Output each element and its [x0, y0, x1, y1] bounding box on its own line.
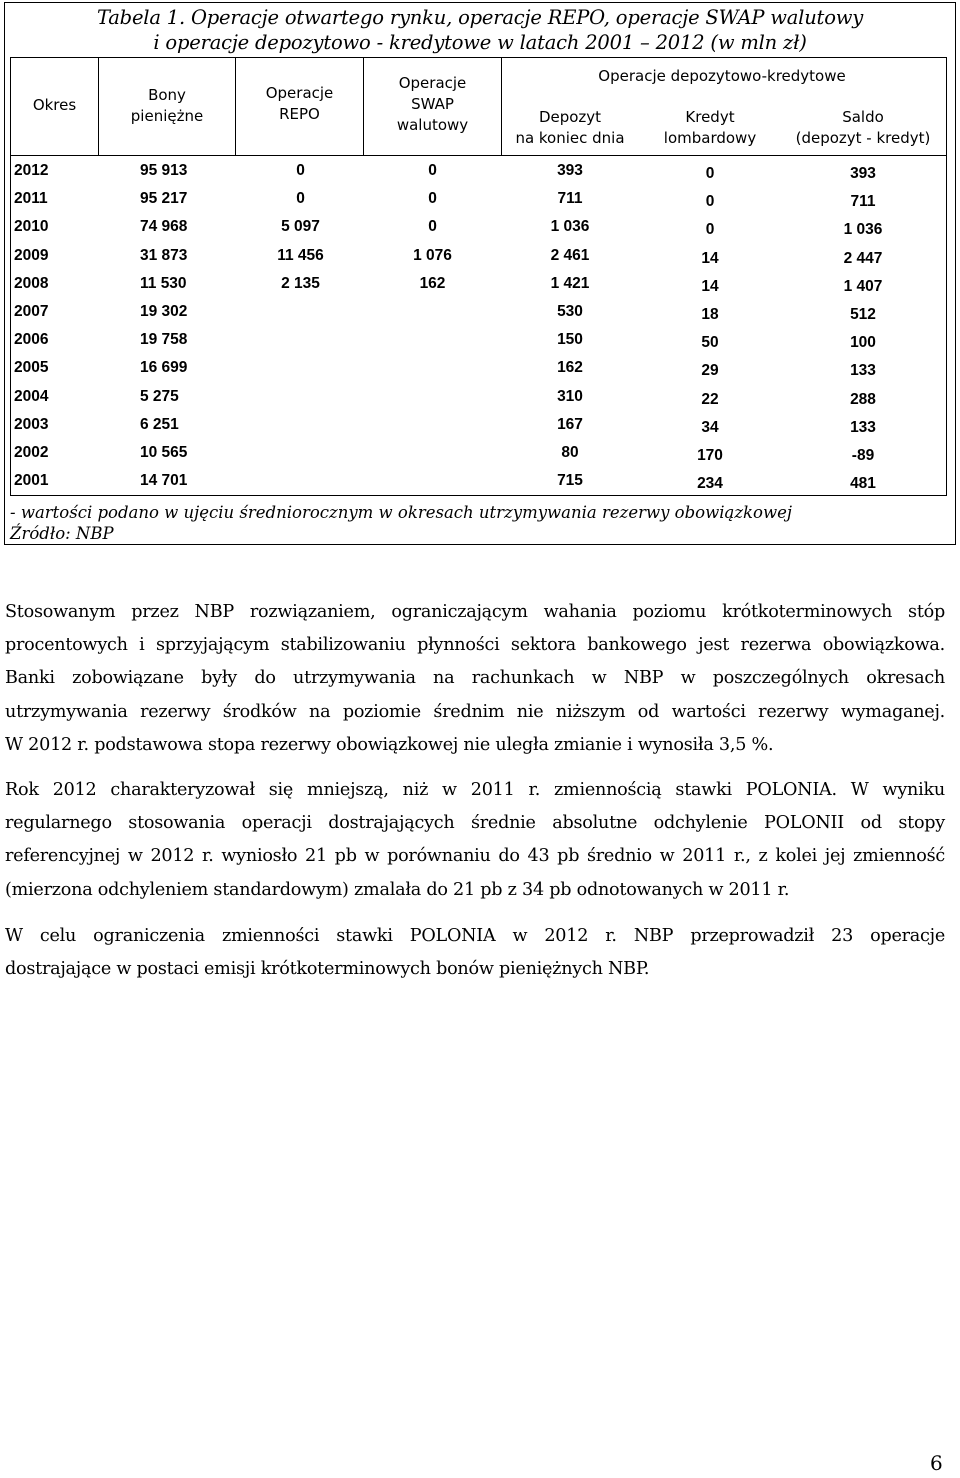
header-depozyt-line-2: na koniec dnia: [515, 129, 625, 147]
cell-okres: 2012: [14, 162, 49, 179]
cell-saldo: 481: [850, 475, 876, 493]
cell-repo: 5 097: [281, 218, 320, 236]
header-swap-line-2: SWAP: [411, 95, 454, 113]
cell-okres: 2005: [14, 359, 49, 377]
cell-saldo: 1 036: [843, 221, 883, 239]
cell-okres: 2010: [14, 218, 49, 236]
cell-kredyt: 22: [701, 390, 719, 408]
cell-bony: 19 758: [140, 331, 188, 349]
cell-bony: 95 217: [140, 190, 188, 208]
page-number: 6: [930, 1451, 943, 1475]
cell-bony: 11 530: [140, 274, 187, 292]
paragraph-3-line: dostrajające w postaci emisji krótkoterminowych bonów pieniężnych NBP.: [5, 959, 650, 980]
header-depozyt-line-1: Depozyt: [538, 108, 602, 126]
paragraph-3-line: W celu ograniczenia zmienności stawki POLONIA w 2012 r. NBP przeprowadził 23 operacje: [5, 926, 945, 946]
cell-depozyt: 530: [557, 303, 583, 320]
cell-bony: 16 699: [140, 359, 188, 377]
cell-depozyt: 310: [557, 387, 583, 405]
cell-saldo: -89: [851, 447, 875, 464]
paragraph-2-line: referencyjnej w 2012 r. wyniosło 21 pb w porównaniu do 43 pb średnio w 2011 r., z kolei jej zmienność: [5, 846, 945, 867]
table-title-line-2: i operacje depozytowo - kredytowe w latach 2001 – 2012 (w mln zł): [153, 31, 807, 54]
cell-depozyt: 2 461: [550, 246, 590, 264]
header-swap: [364, 73, 501, 136]
header-depozyt: [502, 107, 638, 149]
paragraph-2-line: Rok 2012 charakteryzował się mniejszą, niż w 2011 r. zmiennością stawki POLONIA. W wyniku: [5, 780, 945, 800]
cell-depozyt: 150: [557, 331, 583, 349]
cell-saldo: 288: [850, 390, 876, 408]
cell-okres: 2006: [14, 331, 49, 349]
cell-depozyt: 393: [557, 162, 583, 179]
cell-swap: 1 076: [413, 246, 452, 264]
paragraph-1: [5, 596, 945, 762]
cell-saldo: 100: [850, 334, 876, 352]
header-repo: [236, 83, 363, 125]
cell-kredyt: 0: [705, 221, 715, 239]
cell-saldo: 711: [850, 193, 876, 211]
cell-okres: 2009: [14, 246, 49, 264]
cell-bony: 6 251: [140, 415, 179, 433]
cell-kredyt: 0: [705, 165, 715, 182]
paragraph-2-line: (mierzona odchyleniem standardowym) zmalała do 21 pb z 34 pb odnotowanych w 2011 r.: [5, 879, 790, 900]
cell-bony: 10 565: [140, 444, 188, 461]
table-title-line-1: Tabela 1. Operacje otwartego rynku, operacje REPO, operacje SWAP walutowy: [96, 6, 864, 29]
cell-repo: 2 135: [281, 274, 320, 292]
cell-kredyt: 14: [701, 277, 719, 295]
paragraph-1-line: W 2012 r. podstawowa stopa rezerwy obowiązkowej nie uległa zmianie i wynosiła 3,5 %.: [5, 734, 774, 755]
cell-bony: 5 275: [140, 387, 179, 405]
paragraph-1-line: Stosowanym przez NBP rozwiązaniem, ograniczającym wahania poziomu krótkoterminowych stóp: [5, 602, 945, 622]
cell-bony: 19 302: [140, 303, 188, 320]
cell-swap: 0: [428, 218, 437, 236]
cell-kredyt: 0: [705, 193, 715, 211]
header-swap-line-3: walutowy: [396, 116, 469, 134]
cell-okres: 2002: [14, 444, 49, 461]
cell-kredyt: 14: [701, 249, 719, 267]
cell-swap: 162: [419, 274, 446, 292]
header-bony-line-1: Bony: [148, 86, 186, 104]
cell-kredyt: 170: [697, 447, 723, 464]
cell-saldo: 133: [850, 418, 876, 436]
header-bony: [99, 85, 235, 127]
paragraph-1-line: utrzymywania rezerwy środków na poziomie średnim nie niższym od wartości rezerwy wymaganej.: [5, 701, 945, 722]
table-source: Źródło: NBP: [10, 524, 114, 543]
header-repo-line-1: Operacje: [265, 84, 334, 102]
cell-okres: 2007: [14, 303, 49, 320]
header-saldo-line-1: Saldo: [842, 108, 884, 126]
cell-okres: 2001: [14, 472, 49, 490]
cell-depozyt: 167: [557, 415, 583, 433]
cell-saldo: 512: [850, 306, 876, 323]
cell-okres: 2004: [14, 387, 49, 405]
header-saldo: [784, 107, 942, 149]
cell-kredyt: 234: [697, 475, 723, 493]
cell-depozyt: 80: [561, 444, 579, 461]
cell-okres: 2003: [14, 415, 49, 433]
header-kredyt-line-2: lombardowy: [663, 129, 757, 147]
cell-repo: 0: [296, 190, 305, 208]
cell-swap: 0: [428, 162, 437, 179]
cell-repo: 11 456: [277, 246, 324, 264]
header-repo-line-2: REPO: [279, 105, 320, 123]
header-kredyt: [642, 107, 778, 149]
cell-bony: 14 701: [140, 472, 188, 490]
cell-okres: 2011: [14, 190, 48, 208]
header-swap-line-1: Operacje: [398, 74, 467, 92]
cell-okres: 2008: [14, 274, 49, 292]
cell-kredyt: 50: [701, 334, 719, 352]
cell-swap: 0: [428, 190, 437, 208]
cell-bony: 74 968: [140, 218, 188, 236]
cell-repo: 0: [296, 162, 305, 179]
paragraph-3: [5, 920, 945, 986]
paragraph-2-line: regularnego stosowania operacji dostrajających średnie absolutne odchylenie POLONII od stopy: [5, 813, 945, 834]
cell-depozyt: 711: [557, 190, 583, 208]
paragraph-2: [5, 774, 945, 907]
cell-kredyt: 18: [701, 306, 719, 323]
cell-kredyt: 34: [701, 418, 719, 436]
cell-saldo: 393: [850, 165, 876, 182]
cell-depozyt: 1 036: [550, 218, 590, 236]
header-okres: Okres: [32, 96, 77, 114]
cell-bony: 31 873: [140, 246, 188, 264]
cell-depozyt: 162: [557, 359, 583, 377]
cell-depozyt: 1 421: [550, 274, 590, 292]
table-note: - wartości podano w ujęciu średniorocznym w okresach utrzymywania rezerwy obowiązkowej: [10, 503, 792, 522]
cell-kredyt: 29: [701, 362, 719, 380]
cell-depozyt: 715: [557, 472, 583, 490]
cell-saldo: 1 407: [843, 277, 883, 295]
paragraph-1-line: Banki zobowiązane były do utrzymywania na rachunkach w NBP w poszczególnych okresach: [5, 668, 945, 689]
cell-bony: 95 913: [140, 162, 188, 179]
paragraph-1-line: procentowych i sprzyjającym stabilizowaniu płynności sektora bankowego jest rezerwa obowiązkowa.: [5, 635, 945, 656]
cell-saldo: 133: [850, 362, 876, 380]
cell-saldo: 2 447: [843, 249, 883, 267]
header-saldo-line-2: (depozyt - kredyt): [795, 129, 931, 147]
header-group-depozytowo-kredytowe: Operacje depozytowo-kredytowe: [598, 67, 846, 85]
header-kredyt-line-1: Kredyt: [685, 108, 735, 126]
header-bony-line-2: pieniężne: [130, 107, 204, 125]
